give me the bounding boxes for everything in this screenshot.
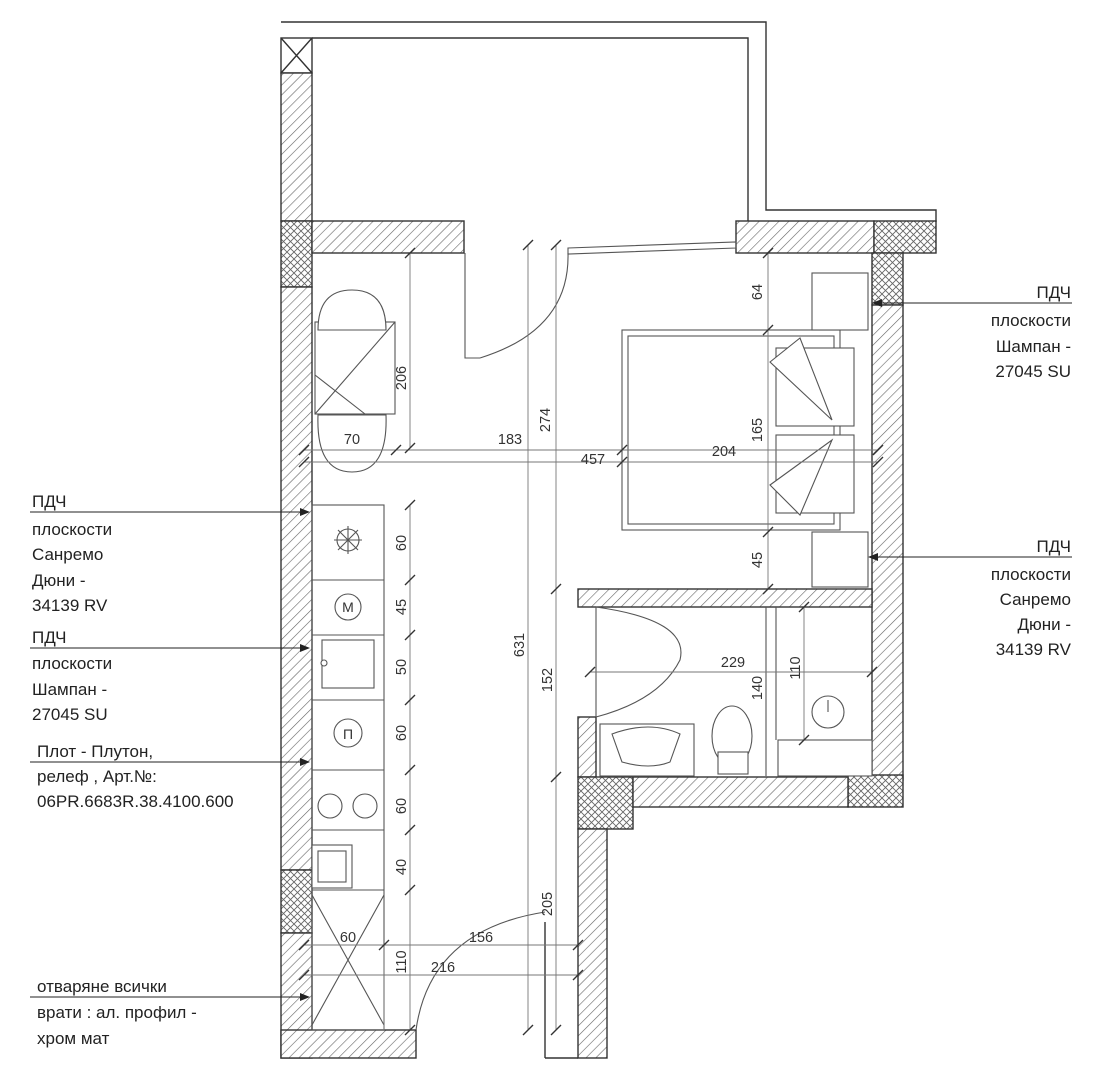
balcony-inner-outline: [312, 38, 748, 222]
bath-left-wall: [578, 717, 596, 777]
dim-45b: 45: [394, 598, 410, 616]
left-column-1: [281, 221, 312, 287]
callout-line: 27045 SU: [32, 705, 108, 724]
dim-206: 206: [394, 365, 410, 391]
dim-60a: 60: [394, 534, 410, 552]
tall-cabinet: [312, 895, 384, 1025]
left-wall: [281, 287, 312, 870]
bath-top-wall: [578, 589, 872, 607]
callout-left-4: [37, 977, 197, 1048]
callout-line: 34139 RV: [32, 596, 108, 615]
chair-top: [318, 290, 386, 330]
dim-70: 70: [343, 432, 361, 448]
dim-165: 165: [750, 417, 766, 443]
callout-line: отваряне всички: [37, 977, 167, 996]
callout-title: ПДЧ: [32, 492, 67, 511]
dim-457: 457: [580, 452, 606, 468]
dim-50: 50: [394, 658, 410, 676]
callout-left-2: [32, 628, 112, 724]
callout-line: врати : ал. профил -: [37, 1003, 197, 1022]
dim-64: 64: [750, 283, 766, 301]
callout-line: Санремо: [32, 545, 104, 564]
top-wall-right: [736, 221, 874, 253]
callout-line: релеф , Арт.№:: [37, 767, 157, 786]
dim-631: 631: [512, 632, 528, 658]
left-column-2: [281, 870, 312, 933]
bath-column: [578, 777, 633, 829]
dim-274: 274: [538, 407, 554, 433]
callout-left-1: [32, 492, 112, 615]
callout-title: ПДЧ: [1036, 283, 1071, 302]
top-wall-left: [312, 221, 464, 253]
dim-205: 205: [540, 891, 556, 917]
callout-line: Шампан -: [995, 337, 1071, 356]
dim-110a: 110: [788, 656, 804, 680]
bottom-wall: [281, 1030, 416, 1058]
dishwasher-icon: [334, 526, 362, 554]
hob-burner-2: [353, 794, 377, 818]
left-wall-balcony: [281, 73, 312, 221]
dim-204: 204: [711, 444, 737, 460]
dim-60c: 60: [394, 797, 410, 815]
hob-burner-1: [318, 794, 342, 818]
callout-top-right: [991, 283, 1071, 381]
callout-line: Дюни -: [32, 571, 86, 590]
callout-line: 06PR.6683R.38.4100.600: [37, 792, 234, 811]
nightstand-bottom: [812, 532, 868, 587]
right-column: [872, 253, 903, 305]
callout-line: 34139 RV: [995, 640, 1071, 659]
kitchen-counter: [312, 505, 384, 1030]
callout-line: плоскости: [990, 565, 1071, 584]
fridge-label: П: [342, 726, 354, 742]
dim-40: 40: [394, 858, 410, 876]
callout-line: Плот - Плутон,: [37, 742, 154, 761]
entry-right-wall: [578, 829, 607, 1058]
callout-line: Шампан -: [32, 680, 108, 699]
callout-line: хром мат: [37, 1029, 110, 1048]
dim-216: 216: [430, 960, 456, 976]
dim-60d: 60: [339, 930, 357, 946]
callout-line: Санремо: [999, 590, 1071, 609]
callout-line: 27045 SU: [995, 362, 1071, 381]
bath-bottom-wall: [633, 777, 848, 807]
callout-line: плоскости: [32, 654, 113, 673]
callout-title: ПДЧ: [1036, 537, 1071, 556]
callout-title: ПДЧ: [32, 628, 67, 647]
callout-line: плоскости: [32, 520, 113, 539]
dim-45a: 45: [750, 551, 766, 569]
balcony-outline: [281, 22, 936, 222]
dim-60b: 60: [394, 724, 410, 742]
dim-110b: 110: [394, 950, 410, 974]
dim-156: 156: [468, 930, 494, 946]
microwave-label: M: [342, 599, 354, 615]
top-right-column: [874, 221, 936, 253]
dim-152: 152: [540, 667, 556, 693]
kitchen-sink: [322, 640, 374, 688]
shower-tray: [778, 740, 872, 776]
dim-183: 183: [497, 432, 523, 448]
nightstand-top: [812, 273, 868, 330]
balcony-door: [465, 253, 480, 358]
dim-229: 229: [720, 655, 746, 671]
dim-140: 140: [750, 675, 766, 701]
callout-line: Дюни -: [1017, 615, 1071, 634]
right-column-bottom: [848, 775, 903, 807]
right-wall: [872, 305, 903, 780]
callout-mid-right: [991, 537, 1072, 659]
callout-line: плоскости: [990, 311, 1071, 330]
callout-left-3: [37, 742, 234, 811]
